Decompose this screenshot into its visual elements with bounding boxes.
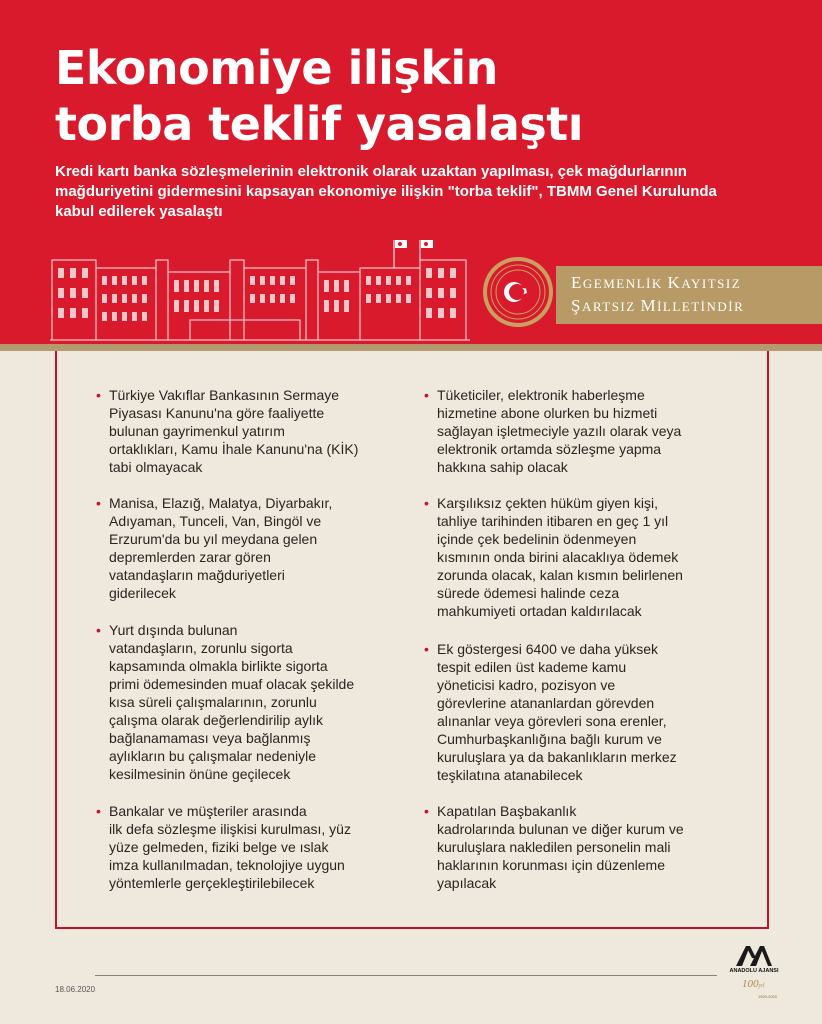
parliament-building-illustration xyxy=(50,238,470,344)
list-item xyxy=(96,621,386,783)
list-item-text: Manisa, Elazığ, Malatya, Diyarbakır, Adıyaman, Tunceli, Van, Bingöl ve Erzurum'da bu yıl meydana gelen depremlerden zarar gören vatandaşların mağduriyetleri giderilecek xyxy=(109,495,333,601)
list-item xyxy=(96,386,386,476)
motto-line-1: EGEMENLİK KAYITSIZ xyxy=(571,273,742,292)
bullet-icon: • xyxy=(424,803,429,819)
footer-divider xyxy=(95,975,717,976)
title-line-1: Ekonomiye ilişkin xyxy=(55,41,498,95)
tbmm-seal-logo xyxy=(482,256,554,328)
list-item-text: Ek göstergesi 6400 ve daha yüksek tespit edilen üst kademe kamu yöneticisi kadro, pozisyon ve görevlerine atananlardan görevden alınanlar veya görevleri sona erenler, Cumhurbaşkanlığına bağlı kurum ve kuruluşlara ya da bakanlıkların merkez teşkilatına atanabilecek xyxy=(437,641,677,783)
title-line-2: torba teklif yasalaştı xyxy=(55,97,583,151)
list-item xyxy=(424,494,714,620)
motto-line-2: ŞARTSIZ MİLLETİNDİR xyxy=(571,296,745,315)
bullet-icon: • xyxy=(96,495,101,511)
page-title xyxy=(55,40,755,152)
bullet-icon: • xyxy=(96,803,101,819)
anniversary-mark: 100yıl xyxy=(742,978,765,990)
list-item xyxy=(96,494,386,602)
header-banner xyxy=(0,0,822,344)
list-item-text: Kapatılan Başbakanlık kadrolarında bulunan ve diğer kurum ve kuruluşlara nakledilen personelin mali haklarının korunması için düzenleme yapılacak xyxy=(437,803,684,891)
list-item xyxy=(424,640,714,784)
bullet-icon: • xyxy=(424,495,429,511)
motto-text xyxy=(571,272,744,318)
anniversary-years: 1920-2020 xyxy=(758,994,778,999)
list-item xyxy=(424,802,714,892)
page-subtitle: Kredi kartı banka sözleşmelerinin elektronik olarak uzaktan yapılması, çek mağdurlarının mağduriyetini gidermesini kapsayan ekonomiye ilişkin "torba teklif", TBMM Genel Kurulunda kabul edilerek yasalaştı xyxy=(55,163,717,220)
publish-date: 18.06.2020 xyxy=(55,985,96,994)
gold-divider-strip xyxy=(0,344,822,351)
list-item-text: Yurt dışında bulunan vatandaşların, zorunlu sigorta kapsamında olmakla birlikte sigorta primi ödemesinden muaf olacak şekilde kısa süreli çalışmalarının, zorunlu çalışma olarak değerlendirilip aylık bağlanamaması veya bağlanmış aylıkların bu çalışmalar nedeniyle kesilmesinin önüne geçilecek xyxy=(109,622,355,782)
list-item xyxy=(424,386,714,476)
agency-name: ANADOLU AJANSI xyxy=(729,968,779,974)
list-item xyxy=(96,802,386,892)
bullet-icon: • xyxy=(424,641,429,657)
bullet-icon: • xyxy=(424,387,429,403)
bullet-icon: • xyxy=(96,622,101,638)
list-item-text: Karşılıksız çekten hüküm giyen kişi, tahliye tarihinden itibaren en geç 1 yıl içinde çek bedelinin ödenmeyen kısmının onda birini alacaklıya ödemek zorunda olacak, kalan kısmın belirlenen sürede ödemesi halinde ceza mahkumiyeti ortadan kaldırılacak xyxy=(437,495,683,619)
list-item-text: Türkiye Vakıflar Bankasının Sermaye Piyasası Kanunu'na göre faaliyette bulunan gayrimenkul yatırım ortaklıkları, Kamu İhale Kanunu'na (KİK) tabi olmayacak xyxy=(109,387,359,475)
list-item-text: Tüketiciler, elektronik haberleşme hizmetine abone olurken bu hizmeti sağlayan işletmeciyle yazılı olarak veya elektronik ortamda sözleşme yapma hakkına sahip olacak xyxy=(437,387,682,475)
bullet-icon: • xyxy=(96,387,101,403)
list-item-text: Bankalar ve müşteriler arasında ilk defa sözleşme ilişkisi kurulması, yüz yüze gelmeden, fiziki belge ve ıslak imza kullanılmadan, teknolojiye uygun yöntemlerle gerçekleştirilebilecek xyxy=(109,803,351,891)
